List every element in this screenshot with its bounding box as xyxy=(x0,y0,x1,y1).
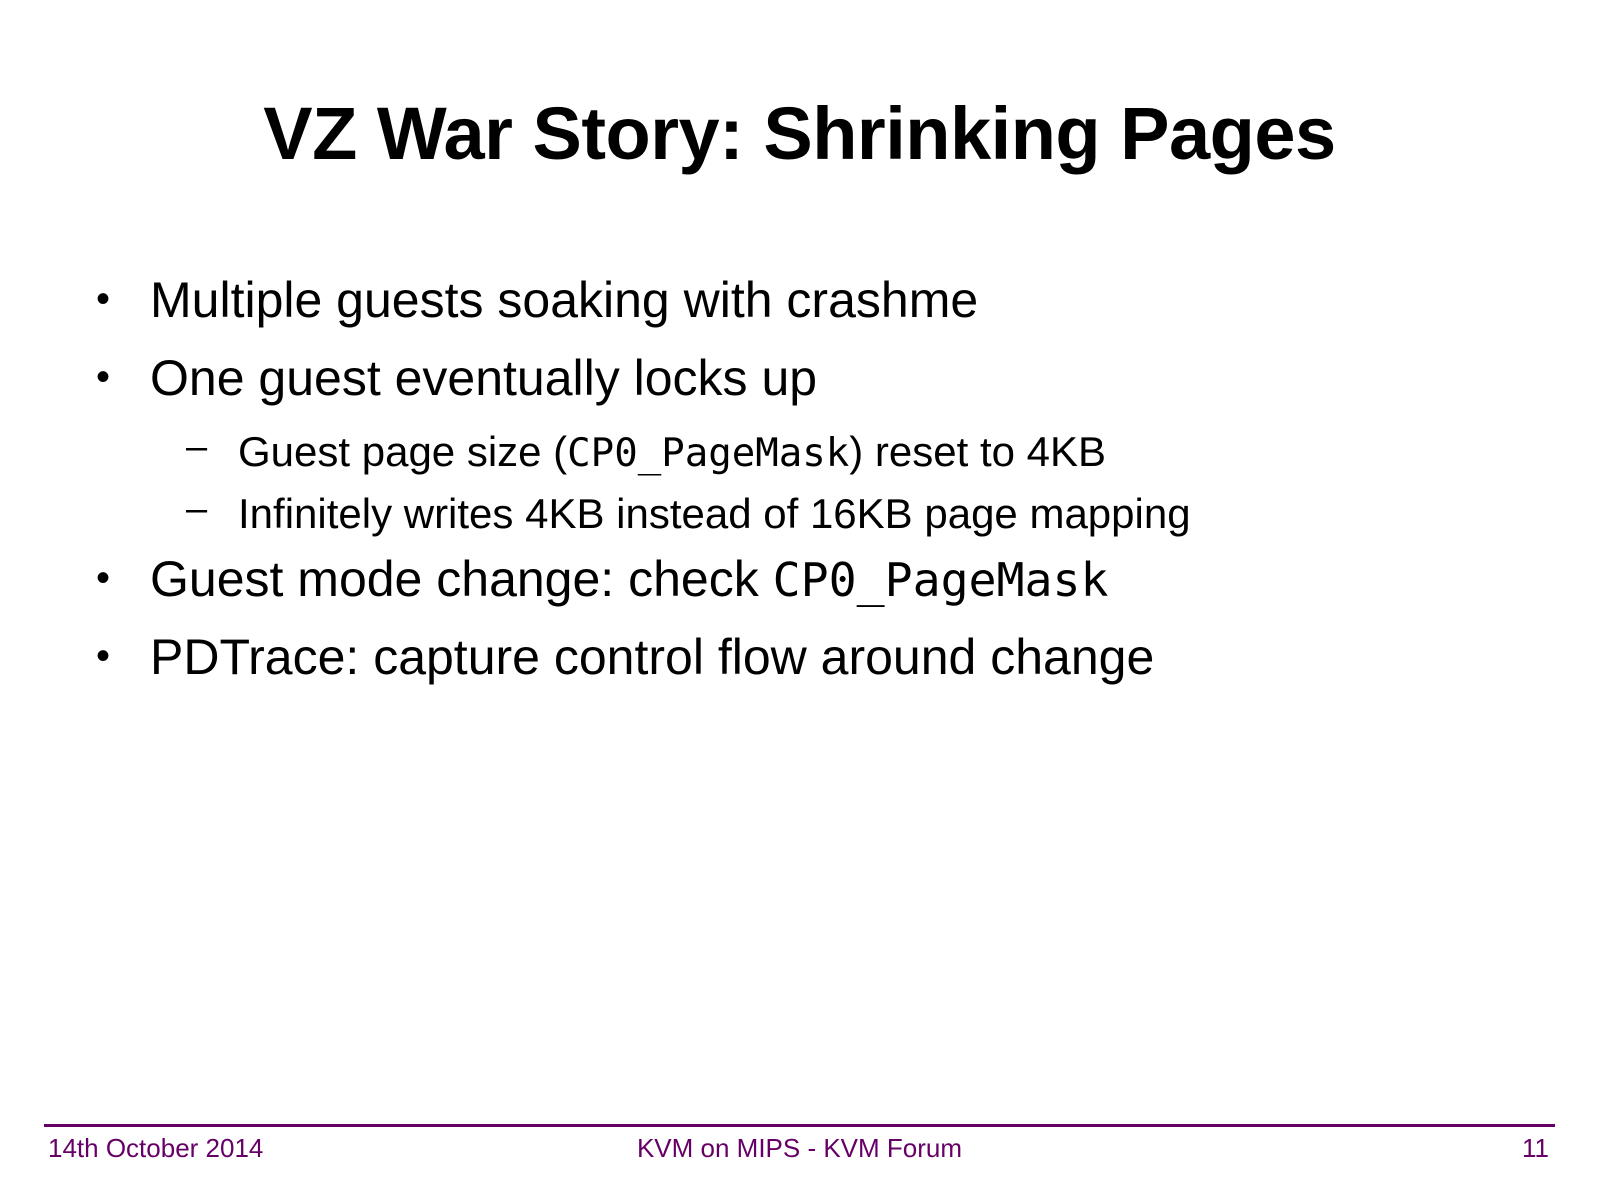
bullet-marker-icon: • xyxy=(96,277,111,321)
dash-marker-icon: – xyxy=(186,487,208,530)
slide-content xyxy=(88,272,1528,707)
bullet-marker-icon: • xyxy=(96,555,111,600)
dash-marker-icon: – xyxy=(186,426,208,468)
list-item-label: Multiple guests soaking with crashme xyxy=(150,272,979,328)
list-item-label: Infinitely writes 4KB instead of 16KB page mapping xyxy=(238,489,1191,537)
list-item xyxy=(88,487,1528,537)
list-item xyxy=(88,272,1528,328)
code-token: CP0_PageMask xyxy=(567,431,850,476)
footer-date: 14th October 2014 xyxy=(48,1133,264,1163)
list-item xyxy=(88,551,1528,607)
list-item-label-prefix: Guest mode change: check xyxy=(150,550,773,607)
footer-title: KVM on MIPS - KVM Forum xyxy=(636,1133,963,1163)
list-item xyxy=(88,350,1528,406)
footer-page-number: 11 xyxy=(1522,1133,1549,1163)
footer xyxy=(44,1133,1555,1173)
code-token: CP0_PageMask xyxy=(772,552,1109,607)
page-title: VZ War Story: Shrinking Pages xyxy=(263,92,1336,175)
list-item-label: One guest eventually locks up xyxy=(150,350,818,406)
bullet-marker-icon: • xyxy=(96,355,111,399)
list-item xyxy=(88,428,1528,476)
list-item-label-suffix: ) reset to 4KB xyxy=(849,428,1107,475)
list-item xyxy=(88,629,1528,685)
list-item-label-prefix: Guest page size ( xyxy=(238,428,568,475)
list-item-label: PDTrace: capture control flow around change xyxy=(150,628,1155,685)
bullet-marker-icon: • xyxy=(96,633,111,678)
footer-divider xyxy=(44,1124,1555,1127)
